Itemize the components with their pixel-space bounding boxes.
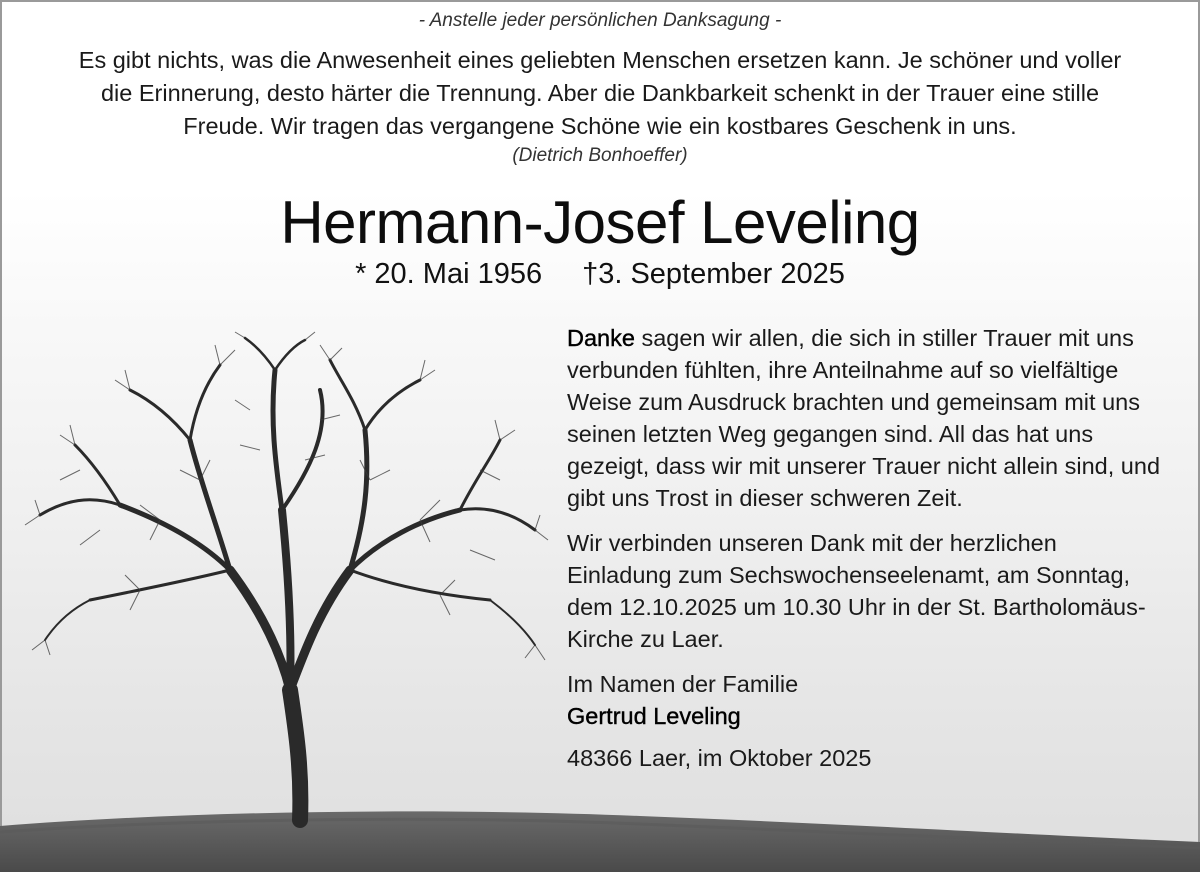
place-date: 48366 Laer, im Oktober 2025: [567, 745, 872, 771]
bare-tree-icon: [20, 330, 550, 830]
family-intro: Im Namen der Familie: [567, 671, 799, 697]
thanks-word: Danke: [567, 325, 635, 351]
quote-line: Freude. Wir tragen das vergangene Schöne wie ein kostbares Geschenk in uns.: [183, 113, 1017, 139]
quote-line: die Erinnerung, desto härter die Trennung. Aber die Dankbarkeit schenkt in der Trauer eine stille: [100, 80, 1100, 106]
family-name: Gertrud Leveling: [567, 703, 741, 729]
invitation-paragraph: Wir verbinden unseren Dank mit der herzlichen Einladung zum Sechswochenseelenamt, am Sonntag, dem 12.10.2025 um 10.30 Uhr in der St. Bartholomäus-Kirche zu Laer.: [567, 530, 1146, 652]
signature-block: [567, 668, 1167, 732]
deceased-name: Hermann-Josef Leveling: [280, 189, 920, 256]
thanks-text: sagen wir allen, die sich in stiller Trauer mit uns verbunden fühlten, ihre Anteilnahme auf so vielfältige Weise zum Ausdruck brachten und gemeinsam mit uns seinen letzten Weg gegangen sind. All das hat uns gezeigt, dass wir mit unserer Trauer nicht allein sind, und gibt uns Trost in dieser schweren Zeit.: [567, 325, 1161, 511]
quote-block: [14, 44, 1186, 143]
life-dates: [0, 258, 1200, 291]
announcement-note: - Anstelle jeder persönlichen Danksagung -: [418, 10, 782, 31]
death-date: †3. September 2025: [582, 258, 845, 290]
quote-line: Es gibt nichts, was die Anwesenheit eines geliebten Menschen ersetzen kann. Je schöner und voller: [78, 47, 1122, 73]
thanks-paragraph: [567, 322, 1167, 514]
quote-author: (Dietrich Bonhoeffer): [512, 145, 688, 166]
birth-date: * 20. Mai 1956: [355, 258, 543, 290]
message-block: [567, 322, 1167, 787]
